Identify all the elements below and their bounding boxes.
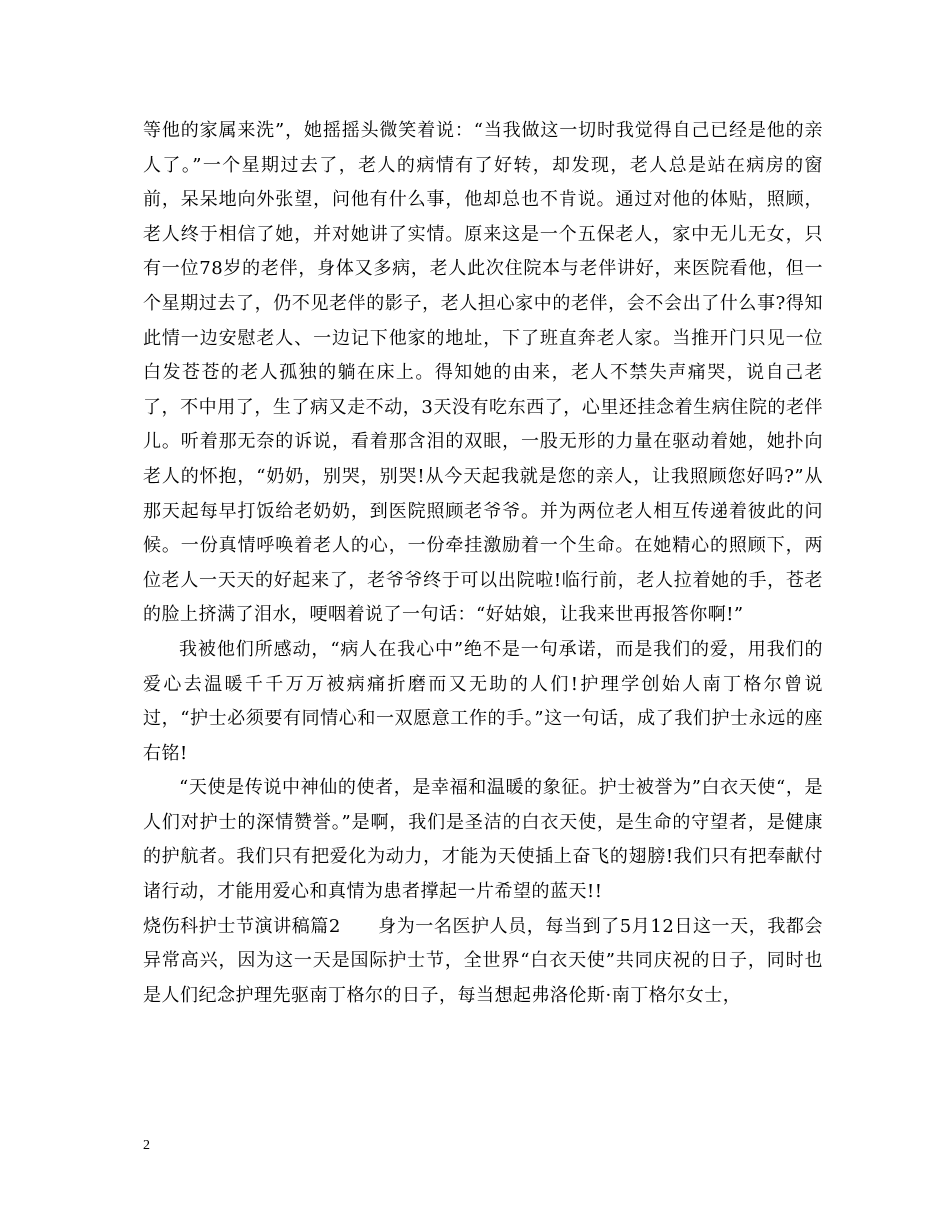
paragraph-speech-two-intro: 烧伤科护士节演讲稿篇2 身为一名医护人员，每当到了5月12日这一天，我都会异常高兴，因为这一天是国际护士节，全世界“白衣天使”共同庆祝的日子，同时也是人们纪念护理先驱南丁格尔的日子，每当想起弗洛伦斯·南丁格尔女士， [143,915,823,1006]
paragraph-story-continuation: 等他的家属来洗”，她摇摇头微笑着说：“当我做这一切时我觉得自己已经是他的亲人了。”一个星期过去了，老人的病情有了好转，却发现，老人总是站在病房的窗前，呆呆地向外张望，问他有什么事，他却总也不肯说。通过对他的体贴，照顾，老人终于相信了她，并对她讲了实情。原来这是一个五保老人，家中无儿无女，只有一位78岁的老伴，身体又多病，老人此次住院本与老伴讲好，来医院看他，但一个星期过去了，仍不见老伴的影子，老人担心家中的老伴，会不会出了什么事?得知此情一边安慰老人、一边记下他家的地址，下了班直奔老人家。当推开门只见一位白发苍苍的老人孤独的躺在床上。得知她的由来，老人不禁失声痛哭，说自己老了，不中用了，生了病又走不动，3天没有吃东西了，心里还挂念着生病住院的老伴儿。听着那无奈的诉说，看着那含泪的双眼，一股无形的力量在驱动着她，她扑向老人的怀抱，“奶奶，别哭，别哭!从今天起我就是您的亲人，让我照顾您好吗?”从那天起每早打饭给老奶奶，到医院照顾老爷爷。并为两位老人相互传递着彼此的问候。一份真情呼唤着老人的心，一份牵挂激励着一个生命。在她精心的照顾下，两位老人一天天的好起来了，老爷爷终于可以出院啦!临行前，老人拉着她的手，苍老的脸上挤满了泪水，哽咽着说了一句话：“好姑娘，让我来世再报答你啊!” [143,120,823,626]
paragraph-moved-reflection: 我被他们所感动，“病人在我心中”绝不是一句承诺，而是我们的爱，用我们的爱心去温暖千千万万被病痛折磨而又无助的人们!护理学创始人南丁格尔曾说过，“护士必须要有同情心和一双愿意工作的手。”这一句话，成了我们护士永远的座右铭! [143,638,823,764]
paragraph-white-angel: “天使是传说中神仙的使者，是幸福和温暖的象征。护士被誉为”白衣天使“，是人们对护士的深情赞誉。”是啊，我们是圣洁的白衣天使，是生命的守望者，是健康的护航者。我们只有把爱化为动力，才能为天使插上奋飞的翅膀!我们只有把奉献付诸行动，才能用爱心和真情为患者撑起一片希望的蓝天!! [143,777,823,903]
document-body [143,114,823,1013]
page-number: 2 [143,1138,150,1153]
